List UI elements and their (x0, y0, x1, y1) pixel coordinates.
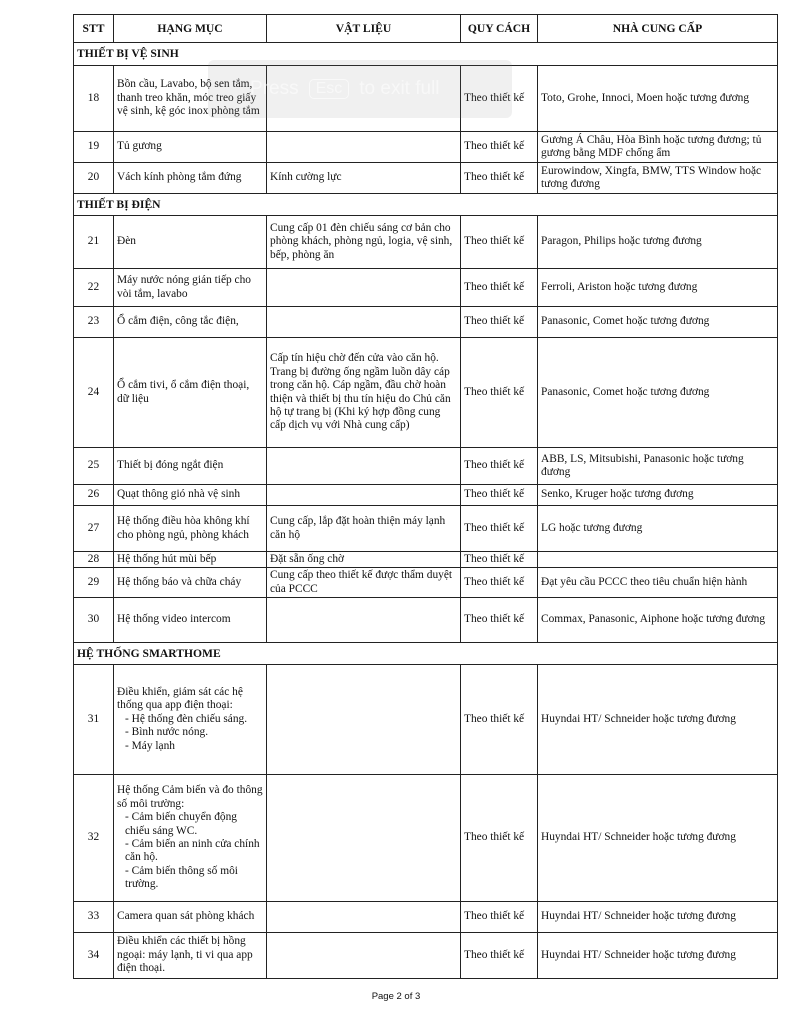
table-row (74, 132, 778, 163)
table-row (74, 66, 778, 132)
cell-item: Hệ thống báo và chữa cháy (114, 568, 267, 598)
cell-stt: 21 (74, 216, 114, 269)
hint-rest: to exit full (359, 78, 440, 100)
cell-spec: Theo thiết kế (461, 552, 538, 568)
cell-material: Đặt sẵn ống chờ (267, 552, 461, 568)
table-row (74, 902, 778, 933)
cell-spec: Theo thiết kế (461, 598, 538, 643)
table-row (74, 163, 778, 194)
table-header-row (74, 15, 778, 43)
hint-press: Press (250, 78, 299, 100)
cell-item: Thiết bị đóng ngắt điện (114, 448, 267, 485)
cell-material (267, 448, 461, 485)
cell-stt: 29 (74, 568, 114, 598)
cell-material (267, 775, 461, 902)
page-number: Page 2 of 3 (371, 991, 421, 1002)
cell-spec: Theo thiết kế (461, 448, 538, 485)
cell-supplier: Toto, Grohe, Innoci, Moen hoặc tương đương (538, 66, 778, 132)
header-item: HẠNG MỤC (114, 15, 267, 43)
cell-spec: Theo thiết kế (461, 568, 538, 598)
table-row (74, 665, 778, 775)
cell-item: Hệ thống điều hòa không khí cho phòng ngủ, phòng khách (114, 506, 267, 552)
cell-spec: Theo thiết kế (461, 506, 538, 552)
cell-stt: 34 (74, 933, 114, 979)
table-row (74, 775, 778, 902)
cell-stt: 26 (74, 485, 114, 506)
item-title: Điều khiển, giám sát các hệ thống qua app điện thoại: (117, 685, 243, 712)
section-row (74, 194, 778, 216)
section-row (74, 43, 778, 66)
cell-spec: Theo thiết kế (461, 933, 538, 979)
cell-spec: Theo thiết kế (461, 665, 538, 775)
table-row (74, 552, 778, 568)
cell-stt: 27 (74, 506, 114, 552)
cell-stt: 18 (74, 66, 114, 132)
specification-table (73, 14, 778, 979)
cell-item: Điều khiển các thiết bị hồng ngoại: máy lạnh, ti vi qua app điện thoại. (114, 933, 267, 979)
cell-supplier: Huyndai HT/ Schneider hoặc tương đương (538, 902, 778, 933)
table-row (74, 338, 778, 448)
cell-item: Tủ gương (114, 132, 267, 163)
item-sub: - Cảm biến thông số môi trường. (125, 864, 238, 891)
cell-supplier: Commax, Panasonic, Aiphone hoặc tương đương (538, 598, 778, 643)
cell-material (267, 307, 461, 338)
cell-material (267, 665, 461, 775)
header-material: VẬT LIỆU (267, 15, 461, 43)
cell-material (267, 598, 461, 643)
cell-stt: 30 (74, 598, 114, 643)
cell-supplier (538, 552, 778, 568)
cell-supplier: Đạt yêu cầu PCCC theo tiêu chuẩn hiện hành (538, 568, 778, 598)
table-row (74, 269, 778, 307)
header-stt: STT (74, 15, 114, 43)
cell-item (114, 775, 267, 902)
cell-stt: 32 (74, 775, 114, 902)
cell-supplier: Huyndai HT/ Schneider hoặc tương đương (538, 665, 778, 775)
cell-material: Cung cấp theo thiết kế được thẩm duyệt của PCCC (267, 568, 461, 598)
cell-stt: 23 (74, 307, 114, 338)
cell-material: Cấp tín hiệu chờ đến cửa vào căn hộ. Trang bị đường ống ngầm luồn dây cáp trong căn hộ. Cáp ngầm, đầu chờ hoàn thiện và thiết bị thu tín hiệu do Chủ căn hộ tự trang bị (Khi ký hợp đồng cung cấp dịch vụ với Nhà cung cấp) (267, 338, 461, 448)
item-sub: - Cảm biến chuyển động chiếu sáng WC. (125, 811, 237, 837)
cell-stt: 20 (74, 163, 114, 194)
cell-spec: Theo thiết kế (461, 269, 538, 307)
cell-spec: Theo thiết kế (461, 163, 538, 194)
cell-item: Bồn cầu, Lavabo, bộ sen tắm, thanh treo khăn, móc treo giấy vệ sinh, kệ góc inox phòng tắm (114, 66, 267, 132)
cell-spec: Theo thiết kế (461, 66, 538, 132)
cell-supplier: Panasonic, Comet hoặc tương đương (538, 338, 778, 448)
table-row (74, 216, 778, 269)
cell-supplier: Paragon, Philips hoặc tương đương (538, 216, 778, 269)
item-sub: - Hệ thống đèn chiếu sáng. (125, 712, 248, 725)
cell-material (267, 269, 461, 307)
cell-item: Đèn (114, 216, 267, 269)
cell-item: Hệ thống video intercom (114, 598, 267, 643)
cell-supplier: Eurowindow, Xingfa, BMW, TTS Window hoặc tương đương (538, 163, 778, 194)
cell-spec: Theo thiết kế (461, 307, 538, 338)
item-title: Hệ thống Cảm biến và đo thông số môi trường: (117, 784, 263, 810)
cell-item: Hệ thống hút mùi bếp (114, 552, 267, 568)
cell-stt: 22 (74, 269, 114, 307)
cell-material (267, 132, 461, 163)
cell-item: Quạt thông gió nhà vệ sinh (114, 485, 267, 506)
section-sanitary: THIẾT BỊ VỆ SINH (74, 43, 778, 66)
cell-stt: 28 (74, 552, 114, 568)
cell-supplier: LG hoặc tương đương (538, 506, 778, 552)
table-row (74, 485, 778, 506)
cell-item: Máy nước nóng gián tiếp cho vòi tắm, lavabo (114, 269, 267, 307)
cell-material: Kính cường lực (267, 163, 461, 194)
cell-material (267, 902, 461, 933)
cell-spec: Theo thiết kế (461, 338, 538, 448)
cell-supplier: Senko, Kruger hoặc tương đương (538, 485, 778, 506)
cell-supplier: ABB, LS, Mitsubishi, Panasonic hoặc tương đương (538, 448, 778, 485)
cell-material (267, 933, 461, 979)
cell-item: Vách kính phòng tắm đứng (114, 163, 267, 194)
cell-stt: 24 (74, 338, 114, 448)
table-row (74, 598, 778, 643)
cell-material: Cung cấp 01 đèn chiếu sáng cơ bản cho phòng khách, phòng ngủ, logia, vệ sinh, bếp, phòng ăn (267, 216, 461, 269)
item-sub: - Cảm biến an ninh cửa chính căn hộ. (125, 838, 260, 864)
cell-spec: Theo thiết kế (461, 902, 538, 933)
section-electrical: THIẾT BỊ ĐIỆN (74, 194, 778, 216)
item-sub: - Bình nước nóng. (125, 726, 209, 739)
cell-material (267, 485, 461, 506)
cell-item: Camera quan sát phòng khách (114, 902, 267, 933)
cell-supplier: Huyndai HT/ Schneider hoặc tương đương (538, 775, 778, 902)
cell-stt: 33 (74, 902, 114, 933)
table-row (74, 506, 778, 552)
cell-spec: Theo thiết kế (461, 485, 538, 506)
cell-item (114, 665, 267, 775)
table-row (74, 307, 778, 338)
table-row (74, 448, 778, 485)
cell-supplier: Gương Á Châu, Hòa Bình hoặc tương đương; tủ gương bằng MDF chống ẩm (538, 132, 778, 163)
cell-spec: Theo thiết kế (461, 132, 538, 163)
cell-stt: 31 (74, 665, 114, 775)
section-smarthome: HỆ THỐNG SMARTHOME (74, 643, 778, 665)
cell-item: Ổ cắm tivi, ổ cắm điện thoại, dữ liệu (114, 338, 267, 448)
cell-material (267, 66, 461, 132)
cell-stt: 19 (74, 132, 114, 163)
cell-supplier: Panasonic, Comet hoặc tương đương (538, 307, 778, 338)
item-sub: - Máy lạnh (125, 739, 175, 752)
esc-key-icon: Esc (309, 79, 350, 98)
table-row (74, 933, 778, 979)
cell-material: Cung cấp, lắp đặt hoàn thiện máy lạnh căn hộ (267, 506, 461, 552)
cell-item: Ổ cắm điện, công tắc điện, (114, 307, 267, 338)
section-row (74, 643, 778, 665)
header-spec: QUY CÁCH (461, 15, 538, 43)
cell-supplier: Ferroli, Ariston hoặc tương đương (538, 269, 778, 307)
cell-spec: Theo thiết kế (461, 775, 538, 902)
header-supplier: NHÀ CUNG CẤP (538, 15, 778, 43)
cell-spec: Theo thiết kế (461, 216, 538, 269)
table-row (74, 568, 778, 598)
cell-stt: 25 (74, 448, 114, 485)
cell-supplier: Huyndai HT/ Schneider hoặc tương đương (538, 933, 778, 979)
